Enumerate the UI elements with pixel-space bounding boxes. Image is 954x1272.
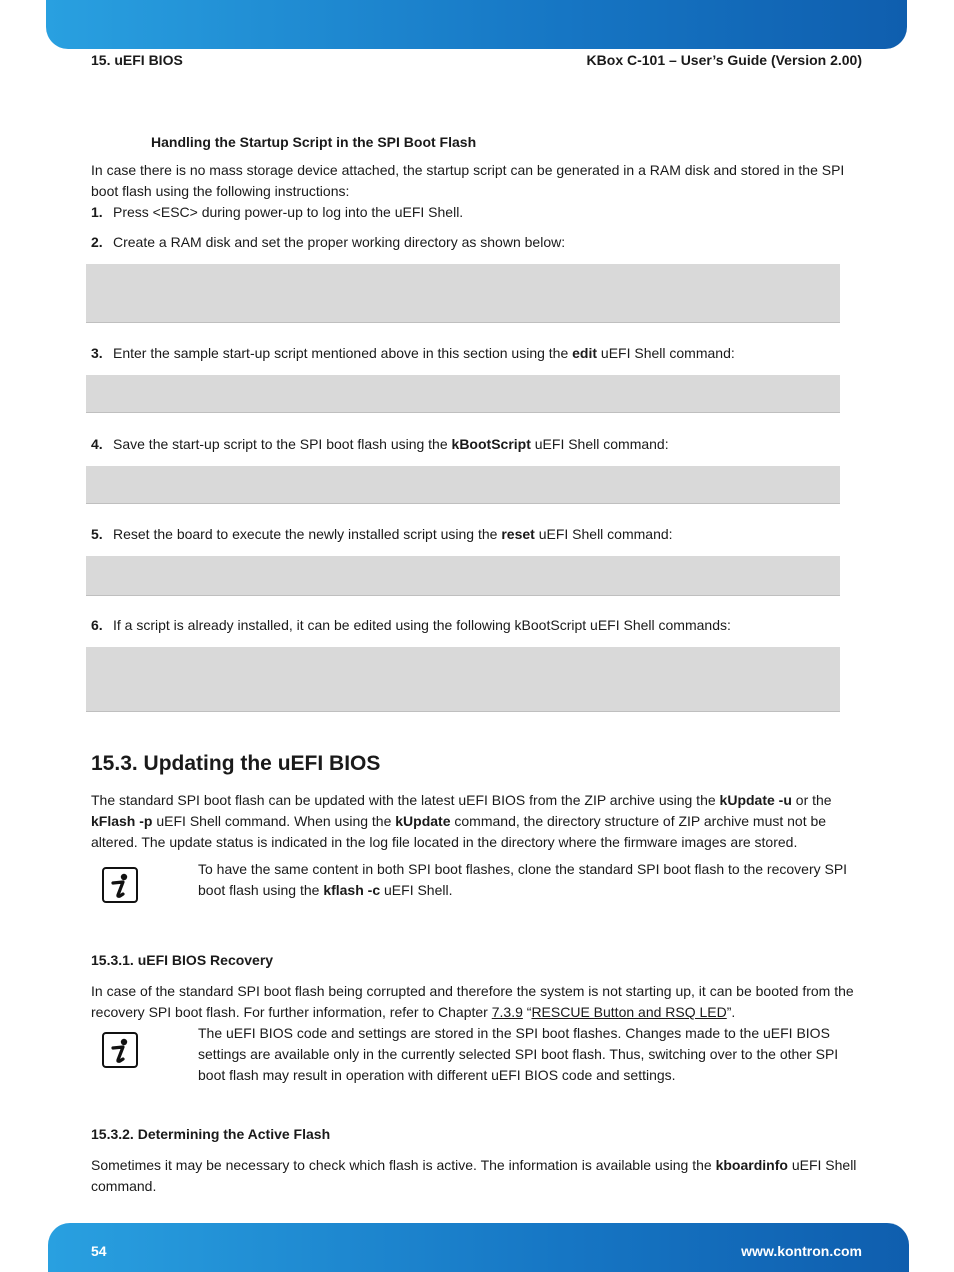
text-run: Sometimes it may be necessary to check which flash is active. The information is available using the — [91, 1157, 716, 1173]
text-run: In case of the standard SPI boot flash being corrupted and therefore the system is not starting up, it can be booted from the recovery SPI boot flash. For further information, refer to Chapter — [91, 983, 854, 1020]
step-text-tail: uEFI Shell command: — [530, 436, 669, 452]
step-number: 5. — [91, 526, 103, 542]
chapter-title: 15. uEFI BIOS — [91, 52, 183, 68]
rescue-button-link[interactable]: RESCUE Button and RSQ LED — [531, 1004, 727, 1020]
chapter-link[interactable]: 7.3.9 — [491, 1004, 523, 1020]
recovery-paragraph — [91, 981, 861, 1023]
step-6 — [91, 615, 861, 636]
text-run: “ — [522, 1004, 532, 1020]
command-name: reset — [501, 526, 535, 542]
clone-note — [198, 859, 860, 901]
step-text: Reset the board to execute the newly installed script using the — [113, 526, 502, 542]
step-number: 3. — [91, 345, 103, 361]
text-run: ”. — [726, 1004, 736, 1020]
code-box-edit — [86, 375, 840, 413]
step-text: Press <ESC> during power-up to log into the uEFI Shell. — [113, 204, 464, 220]
command-name: kflash -c — [323, 882, 381, 898]
info-icon — [102, 867, 138, 903]
section-heading-active-flash: 15.3.2. Determining the Active Flash — [91, 1126, 331, 1142]
command-name: edit — [572, 345, 598, 361]
step-text: Save the start-up script to the SPI boot flash using the — [113, 436, 452, 452]
footer-url[interactable]: www.kontron.com — [741, 1243, 862, 1259]
command-name: kBootScript — [451, 436, 531, 452]
text-run: uEFI Shell. — [380, 882, 453, 898]
active-flash-paragraph — [91, 1155, 861, 1197]
recovery-note: The uEFI BIOS code and settings are stored in the SPI boot flashes. Changes made to the uEFI BIOS settings are available only in the currently selected SPI boot flash. Thus, switching over to the other SPI boot flash may result in operation with different uEFI BIOS code and settings. — [198, 1025, 839, 1083]
step-text-tail: uEFI Shell command: — [534, 526, 673, 542]
command-name: kboardinfo — [715, 1157, 788, 1173]
section-heading-recovery: 15.3.1. uEFI BIOS Recovery — [91, 952, 274, 968]
text-run: uEFI Shell command. — [91, 1157, 857, 1194]
info-icon — [102, 1032, 138, 1068]
section-heading-spi: Handling the Startup Script in the SPI Boot Flash — [151, 134, 477, 150]
command-name: kFlash -p — [91, 813, 153, 829]
step-text-tail: uEFI Shell command: — [597, 345, 735, 361]
page-number: 54 — [91, 1243, 107, 1259]
step-3 — [91, 343, 861, 364]
top-banner — [46, 0, 907, 49]
step-number: 1. — [91, 204, 103, 220]
code-box-reset — [86, 556, 840, 596]
text-run: or the — [791, 792, 832, 808]
step-number: 2. — [91, 234, 103, 250]
code-box-edit-script — [86, 647, 840, 712]
text-run: command, the directory structure of ZIP archive must not be altered. The update status is indicated in the log file located in the directory where the firmware images are stored. — [91, 813, 827, 850]
text-run: uEFI Shell command. When using the — [152, 813, 396, 829]
command-name: kUpdate -u — [719, 792, 792, 808]
step-number: 4. — [91, 436, 103, 452]
step-number: 6. — [91, 617, 103, 633]
step-4 — [91, 434, 861, 455]
step-5 — [91, 524, 861, 545]
update-paragraph — [91, 790, 861, 853]
step-1 — [91, 202, 861, 223]
text-run: To have the same content in both SPI boot flashes, clone the standard SPI boot flash to the recovery SPI boot flash using the — [198, 861, 848, 898]
section-heading-update: 15.3. Updating the uEFI BIOS — [91, 752, 381, 775]
step-text: If a script is already installed, it can be edited using the following kBootScript uEFI Shell commands: — [113, 617, 731, 633]
code-box-kbootscript — [86, 466, 840, 504]
step-2 — [91, 232, 861, 253]
command-name: kUpdate — [395, 813, 451, 829]
intro-paragraph: In case there is no mass storage device attached, the startup script can be generated in a RAM disk and stored in the SPI boot flash using the following instructions: — [91, 162, 845, 199]
guide-title: KBox C-101 – User’s Guide (Version 2.00) — [586, 52, 862, 68]
code-box-ramdisk — [86, 264, 840, 323]
step-text: Enter the sample start-up script mentioned above in this section using the — [113, 345, 573, 361]
step-text: Create a RAM disk and set the proper working directory as shown below: — [113, 234, 566, 250]
text-run: The standard SPI boot flash can be updated with the latest uEFI BIOS from the ZIP archive using the — [91, 792, 720, 808]
